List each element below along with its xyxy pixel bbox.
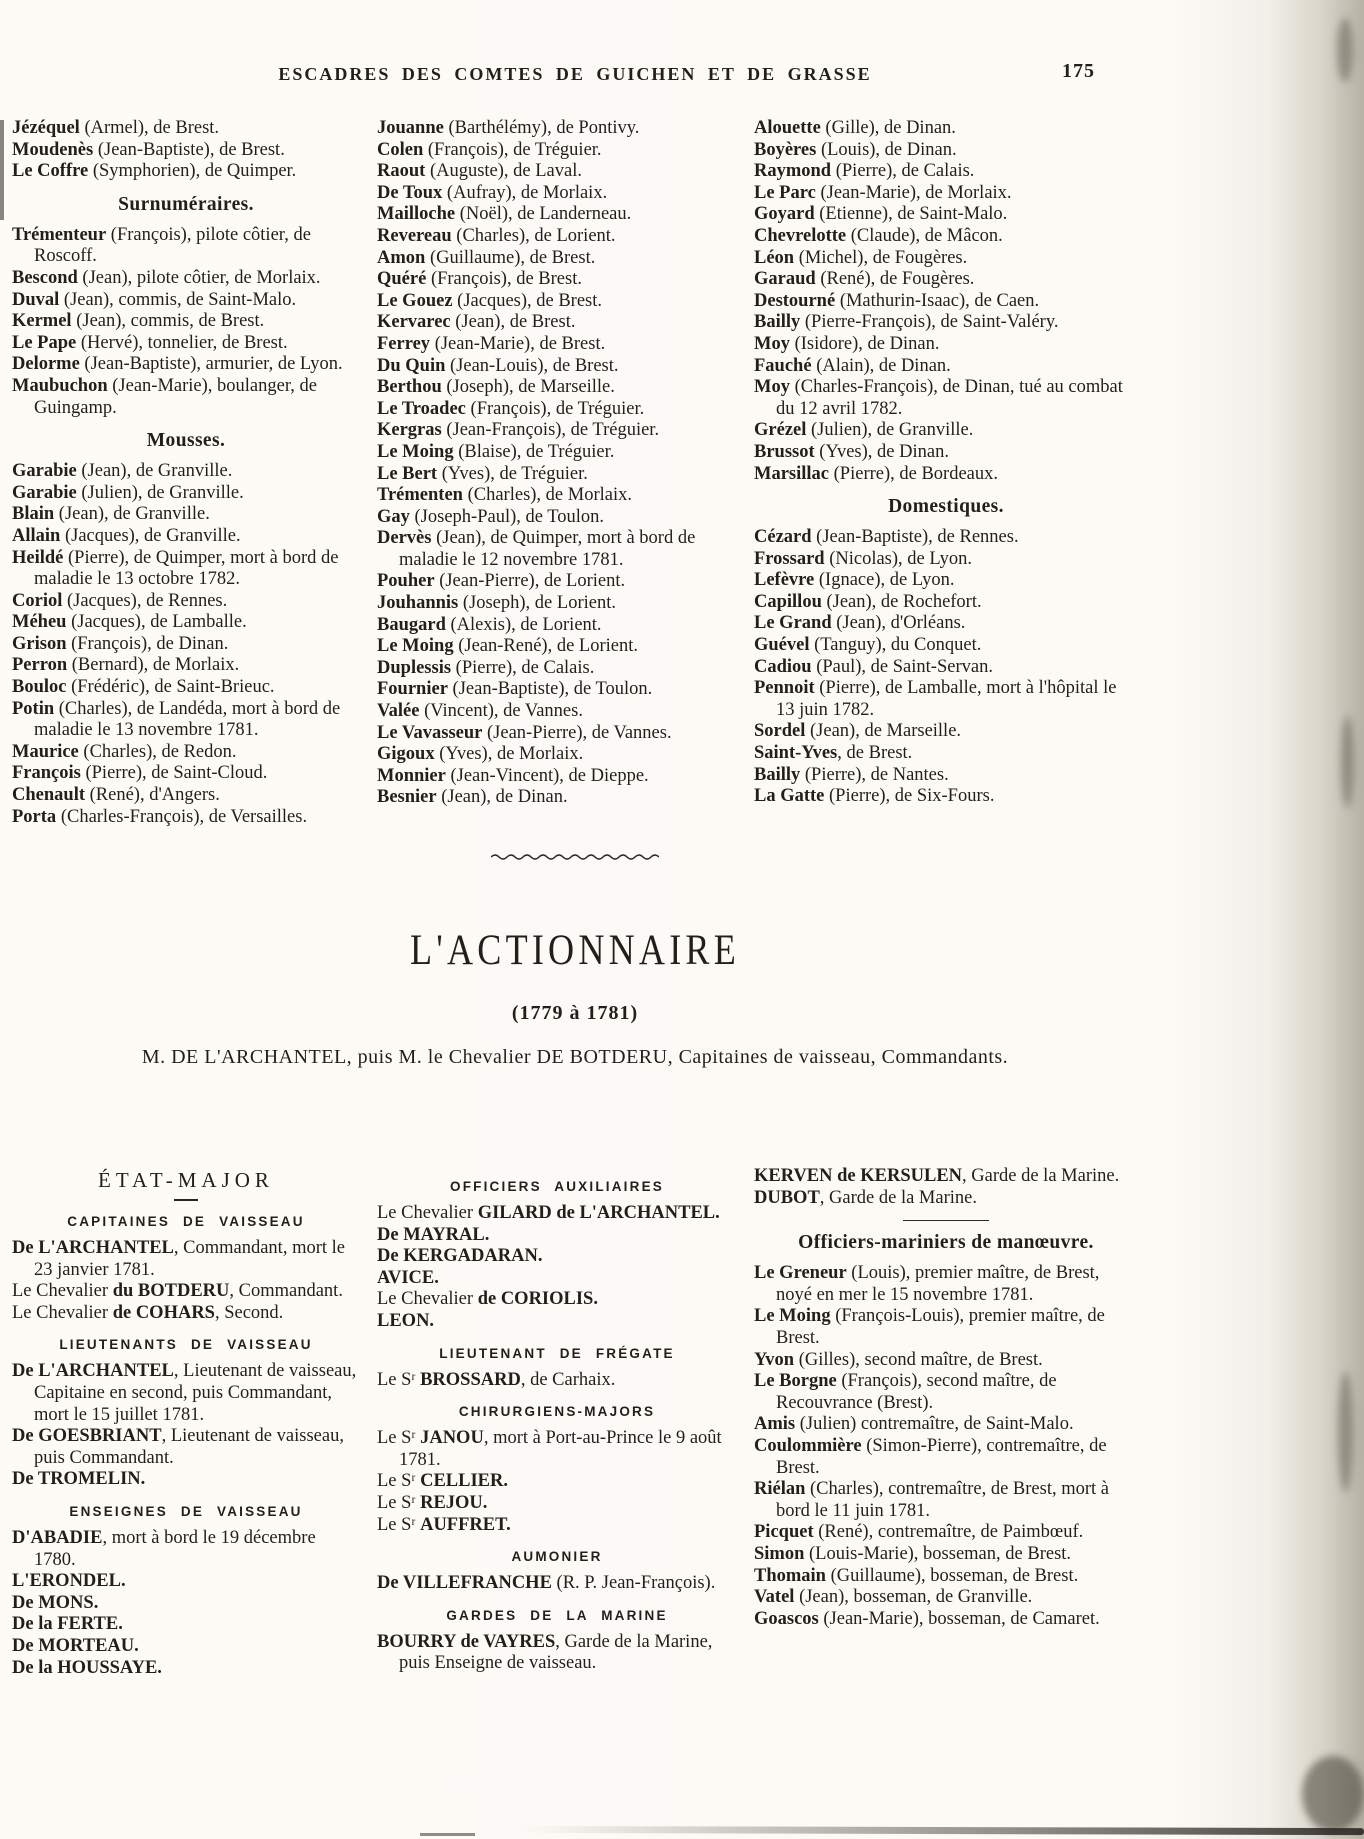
roster-entry: Raout (Auguste), de Laval. [377,161,582,182]
roster-entry: Moudenès (Jean-Baptiste), de Brest. [12,139,285,160]
roster-entry: Heildé (Pierre), de Quimper, mort à bord de maladie le 13 octobre 1782. [12,547,339,590]
roster-entry: De KERGADARAN. [377,1246,543,1267]
scan-edge-blob [1341,716,1354,808]
roster-entry: Boyères (Louis), de Dinan. [754,139,957,160]
roster-entry: Coriol (Jacques), de Rennes. [12,590,228,611]
roster-entry: Le Chevalier de CORIOLIS. [377,1289,598,1310]
heading-text: ÉTAT-MAJOR [98,1168,274,1192]
roster-entry: D'ABADIE, mort à bord le 19 décembre 1780. [12,1527,316,1570]
roster-entry: Delorme (Jean-Baptiste), armurier, de Lyon. [12,354,343,375]
roster-entry: Coulommière (Simon-Pierre), contremaître, de Brest. [754,1435,1107,1478]
roster-entry: Moy (Charles-François), de Dinan, tué au combat du 12 avril 1782. [754,377,1123,419]
roster-entry: François (Pierre), de Saint-Cloud. [12,763,268,784]
roster-entry: La Gatte (Pierre), de Six-Fours. [754,786,995,807]
roster-entry: De MORTEAU. [12,1635,139,1656]
officiers-auxiliaires-column [377,1166,737,1675]
wavy-separator [0,848,1150,866]
divider-rule [903,1220,989,1221]
heading-dash [174,1199,198,1201]
roster-entry: De L'ARCHANTEL, Lieutenant de vaisseau, Capitaine en second, puis Commandant, mort le 15 juillet 1781. [12,1361,357,1425]
group-heading: Officiers-mariniers de manœuvre. [798,1232,1094,1254]
roster-entry: Le Moing (François-Louis), premier maître, de Brest. [754,1306,1105,1348]
roster-entry: Le Sʳ AUFFRET. [377,1514,511,1535]
etat-major-column [12,1166,360,1679]
roster-entry: De la FERTE. [12,1614,123,1635]
officiers-mariniers-column [754,1166,1138,1630]
roster-entry: Fournier (Jean-Baptiste), de Toulon. [377,679,653,700]
roster-entry: Riélan (Charles), contremaître, de Brest, mort à bord le 11 juin 1781. [754,1479,1109,1521]
rank-heading: CAPITAINES DE VAISSEAU [67,1214,305,1229]
roster-entry: Kergras (Jean-François), de Tréguier. [377,420,660,441]
roster-entry: AVICE. [377,1267,439,1288]
roster-entry: Bescond (Jean), pilote côtier, de Morlaix. [12,267,321,288]
roster-entry: Potin (Charles), de Landéda, mort à bord de maladie le 13 novembre 1781. [12,698,341,741]
scan-edge-blob [1338,1372,1353,1492]
roster-entry: De TROMELIN. [12,1469,146,1490]
rank-heading: LIEUTENANT DE FRÉGATE [439,1345,675,1361]
roster-entry: Goyard (Etienne), de Saint-Malo. [754,204,1008,225]
group-heading: Surnuméraires. [118,193,254,215]
roster-entry: Le Moing (Blaise), de Tréguier. [377,441,615,462]
roster-entry: Porta (Charles-François), de Versailles. [12,806,308,827]
roster-entry: Le Greneur (Louis), premier maître, de Brest, noyé en mer le 15 novembre 1781. [754,1263,1100,1305]
roster-entry: De VILLEFRANCHE (R. P. Jean-François). [377,1573,716,1594]
roster-entry: Bouloc (Frédéric), de Saint-Brieuc. [12,677,275,698]
roster-entry: LEON. [377,1310,435,1331]
roster-entry: Capillou (Jean), de Rochefort. [754,591,982,612]
roster-entry: KERVEN de KERSULEN, Garde de la Marine. [754,1166,1120,1186]
roster-entry: Simon (Louis-Marie), bosseman, de Brest. [754,1543,1072,1564]
roster-entry: Allain (Jacques), de Granville. [12,525,241,546]
roster-entry: Amis (Julien) contremaître, de Saint-Malo. [754,1414,1074,1435]
roster-entry: Pouher (Jean-Pierre), de Lorient. [377,571,626,592]
roster-entry: Kermel (Jean), commis, de Brest. [12,311,265,332]
roster-entry: Léon (Michel), de Fougères. [754,247,968,268]
roster-entry: Le Troadec (François), de Tréguier. [377,398,645,419]
roster-column-1 [12,118,360,828]
roster-entry: Vatel (Jean), bosseman, de Granville. [754,1587,1033,1608]
roster-entry: Maurice (Charles), de Redon. [12,741,237,762]
roster-entry: Le Chevalier du BOTDERU, Commandant. [12,1281,343,1302]
rank-heading: LIEUTENANTS DE VAISSEAU [59,1337,313,1353]
roster-entry: Fauché (Alain), de Dinan. [754,355,951,376]
scan-bottom-mark [420,1833,475,1836]
roster-entry: Le Gouez (Jacques), de Brest. [377,290,603,311]
roster-entry: Garabie (Jean), de Granville. [12,461,233,482]
group-heading: Mousses. [146,430,226,452]
roster-entry: Méheu (Jacques), de Lamballe. [12,612,247,633]
etat-major-heading [12,1168,360,1201]
ship-years: (1779 à 1781) [511,1002,639,1024]
roster-entry: Maubuchon (Jean-Marie), boulanger, de Guingamp. [12,375,317,418]
wavy-line-icon [491,852,659,861]
roster-entry: Monnier (Jean-Vincent), de Dieppe. [377,765,649,786]
roster-column-2 [377,118,737,809]
roster-entry: Chevrelotte (Claude), de Mâcon. [754,225,1003,246]
roster-entry: Le Moing (Jean-René), de Lorient. [377,636,638,657]
roster-entry: DUBOT, Garde de la Marine. [754,1187,977,1208]
scan-edge-blob [1302,1756,1364,1832]
roster-entry: Le Vavasseur (Jean-Pierre), de Vannes. [377,722,672,743]
roster-entry: Gigoux (Yves), de Morlaix. [377,744,584,765]
rank-heading: GARDES DE LA MARINE [446,1607,668,1623]
roster-entry: De la HOUSSAYE. [12,1657,162,1678]
roster-entry: Le Parc (Jean-Marie), de Morlaix. [754,182,1012,203]
rank-heading: ENSEIGNES DE VAISSEAU [69,1503,303,1519]
roster-entry: Le Chevalier de COHARS, Second. [12,1302,284,1323]
roster-entry: Le Bert (Yves), de Tréguier. [377,463,588,484]
roster-entry: Duplessis (Pierre), de Calais. [377,657,595,678]
roster-entry: Frossard (Nicolas), de Lyon. [754,548,973,569]
roster-entry: Raymond (Pierre), de Calais. [754,161,975,182]
roster-entry: Goascos (Jean-Marie), bosseman, de Camaret. [754,1608,1100,1629]
roster-entry: Jouanne (Barthélémy), de Pontivy. [377,118,640,138]
page-number: 175 [1062,60,1095,82]
roster-entry: Thomain (Guillaume), bosseman, de Brest. [754,1565,1079,1586]
roster-entry: De MONS. [12,1592,99,1613]
roster-entry: Le Grand (Jean), d'Orléans. [754,613,966,634]
roster-top-section [12,118,1138,828]
roster-entry: Picquet (René), contremaître, de Paimbœuf. [754,1522,1084,1543]
roster-entry: Guével (Tanguy), du Conquet. [754,635,982,656]
roster-entry: Mailloche (Noël), de Landerneau. [377,204,632,225]
scan-bottom-edge [520,1826,1364,1835]
roster-entry: L'ERONDEL. [12,1571,126,1592]
roster-entry: Colen (François), de Tréguier. [377,139,602,160]
roster-entry: Cézard (Jean-Baptiste), de Rennes. [754,527,1019,548]
roster-entry: Alouette (Gille), de Dinan. [754,118,956,138]
roster-entry: Bailly (Pierre), de Nantes. [754,764,949,785]
roster-entry: Pennoit (Pierre), de Lamballe, mort à l'hôpital le 13 juin 1782. [754,678,1117,720]
roster-entry: Saint-Yves, de Brest. [754,743,913,764]
scan-margin-mark [0,120,4,220]
roster-entry: Garabie (Julien), de Granville. [12,482,244,503]
roster-entry: Garaud (René), de Fougères. [754,269,975,290]
roster-entry: Chenault (René), d'Angers. [12,785,220,806]
roster-entry: Bailly (Pierre-François), de Saint-Valéry. [754,312,1059,333]
roster-entry: De GOESBRIANT, Lieutenant de vaisseau, puis Commandant. [12,1426,344,1468]
roster-entry: Jouhannis (Joseph), de Lorient. [377,593,616,614]
roster-entry: De L'ARCHANTEL, Commandant, mort le 23 janvier 1781. [12,1238,345,1280]
crew-bottom-section [12,1166,1138,1679]
roster-entry: De MAYRAL. [377,1224,490,1245]
rank-heading: OFFICIERS AUXILIAIRES [450,1179,664,1194]
roster-entry: Le Pape (Hervé), tonnelier, de Brest. [12,332,288,353]
roster-entry: Destourné (Mathurin-Isaac), de Caen. [754,290,1040,311]
rank-heading: CHIRURGIENS-MAJORS [458,1404,656,1420]
roster-entry: Moy (Isidore), de Dinan. [754,333,940,354]
ship-commanders: M. DE L'ARCHANTEL, puis M. le Chevalier DE BOTDERU, Capitaines de vaisseau, Commandants. [141,1046,1009,1068]
roster-entry: Trémenten (Charles), de Morlaix. [377,485,632,506]
roster-entry: Valée (Vincent), de Vannes. [377,701,583,722]
roster-entry: Brussot (Yves), de Dinan. [754,441,949,462]
roster-entry: Dervès (Jean), de Quimper, mort à bord de maladie le 12 novembre 1781. [377,528,696,570]
roster-entry: Yvon (Gilles), second maître, de Brest. [754,1349,1043,1370]
ship-title: L'ACTIONNAIRE [410,927,740,974]
roster-entry: Ferrey (Jean-Marie), de Brest. [377,333,606,354]
roster-entry: Du Quin (Jean-Louis), de Brest. [377,355,619,376]
roster-entry: Le Sʳ JANOU, mort à Port-au-Prince le 9 août 1781. [377,1428,722,1470]
roster-entry: Duval (Jean), commis, de Saint-Malo. [12,289,297,310]
roster-entry: Sordel (Jean), de Marseille. [754,721,962,742]
roster-entry: Le Sʳ BROSSARD, de Carhaix. [377,1369,616,1390]
roster-entry: Perron (Bernard), de Morlaix. [12,655,240,676]
roster-entry: Le Coffre (Symphorien), de Quimper. [12,161,297,182]
roster-entry: Le Sʳ CELLIER. [377,1471,508,1492]
roster-entry: Besnier (Jean), de Dinan. [377,787,568,808]
roster-entry: Lefèvre (Ignace), de Lyon. [754,570,955,591]
running-header: ESCADRES DES COMTES DE GUICHEN ET DE GRASSE [278,64,872,84]
roster-entry: Marsillac (Pierre), de Bordeaux. [754,463,999,484]
roster-entry: Revereau (Charles), de Lorient. [377,225,616,246]
roster-entry: Jézéquel (Armel), de Brest. [12,118,220,138]
rank-heading: AUMONIER [511,1549,603,1565]
roster-entry: Quéré (François), de Brest. [377,269,582,290]
roster-entry: Berthou (Joseph), de Marseille. [377,377,615,398]
roster-entry: Baugard (Alexis), de Lorient. [377,614,602,635]
roster-entry: Amon (Guillaume), de Brest. [377,247,596,268]
group-heading: Domestiques. [888,496,1004,518]
roster-entry: Blain (Jean), de Granville. [12,504,210,525]
roster-entry: De Toux (Aufray), de Morlaix. [377,182,608,203]
roster-entry: Le Sʳ REJOU. [377,1492,488,1513]
roster-entry: Gay (Joseph-Paul), de Toulon. [377,506,605,527]
scan-edge-blob [1337,18,1353,82]
roster-entry: Cadiou (Paul), de Saint-Servan. [754,656,993,677]
roster-entry: Le Borgne (François), second maître, de Recouvrance (Brest). [754,1371,1057,1413]
roster-entry: Le Chevalier GILARD de L'ARCHANTEL. [377,1203,720,1223]
roster-entry: BOURRY de VAYRES, Garde de la Marine, puis Enseigne de vaisseau. [377,1631,713,1674]
roster-entry: Kervarec (Jean), de Brest. [377,312,576,333]
roster-entry: Grison (François), de Dinan. [12,633,229,654]
roster-entry: Trémenteur (François), pilote côtier, de Roscoff. [12,224,311,267]
roster-entry: Grézel (Julien), de Granville. [754,420,974,441]
roster-column-3 [754,118,1138,808]
